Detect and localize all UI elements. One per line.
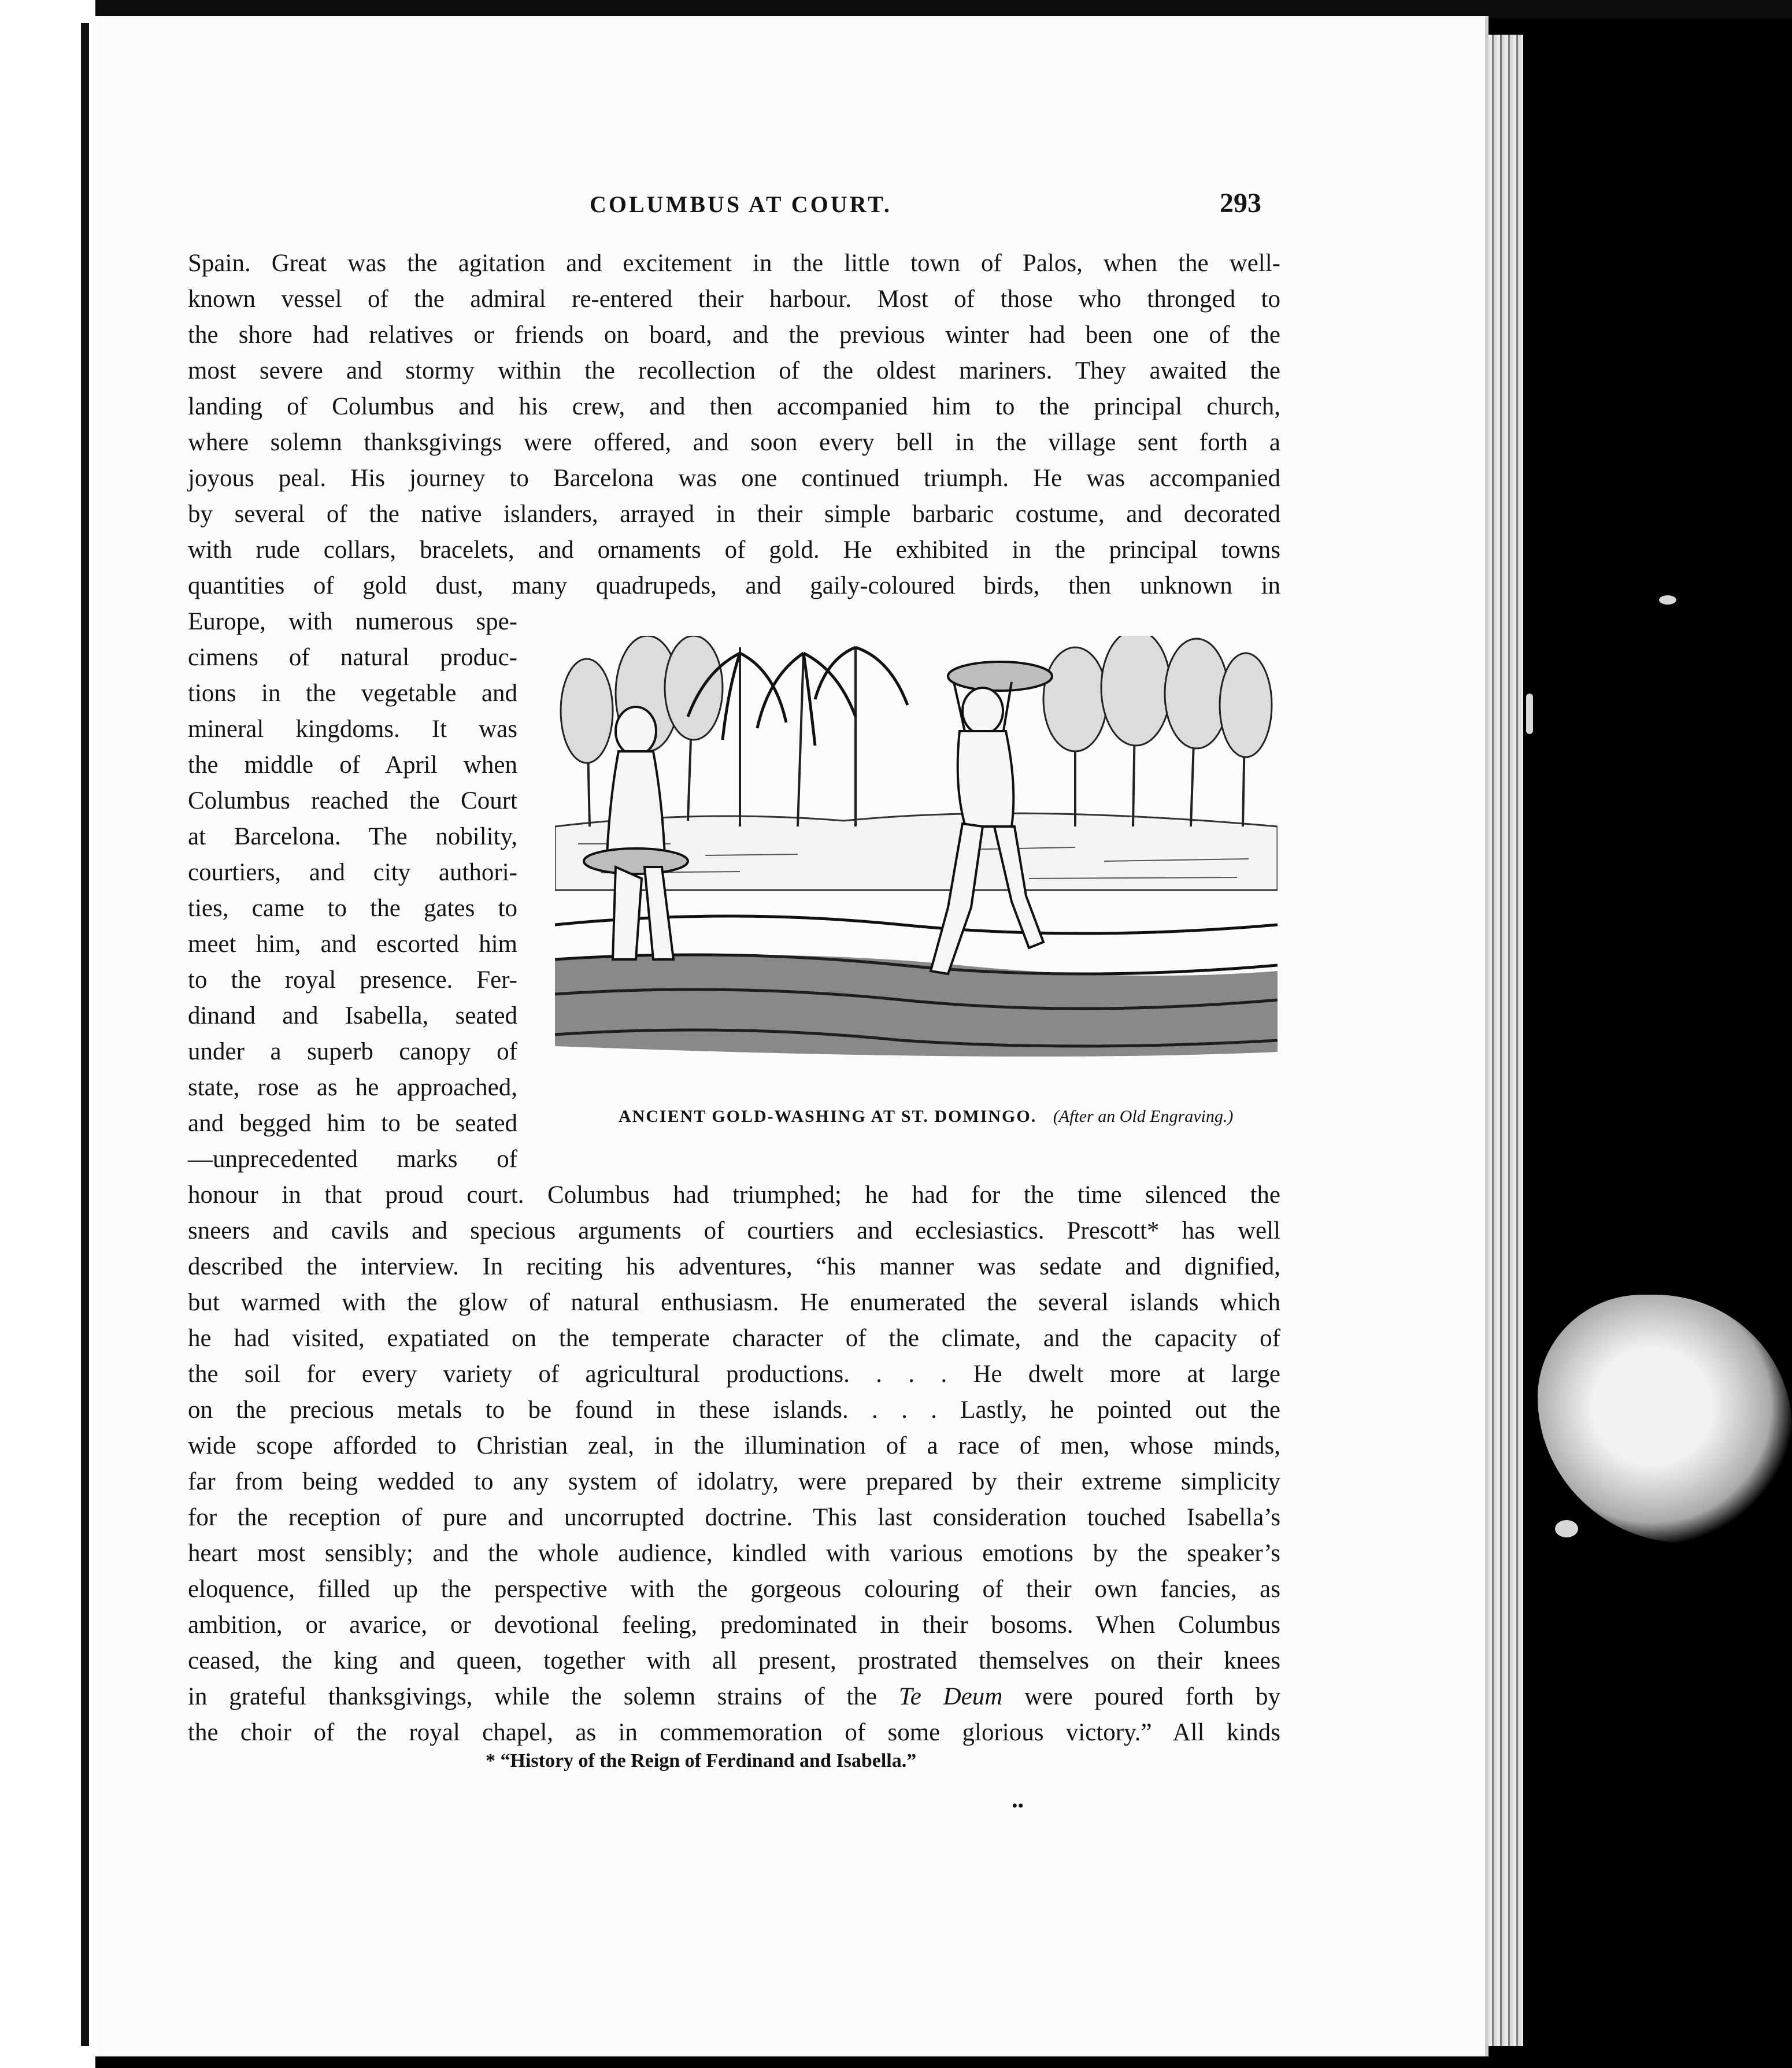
text-line: ambition, or avarice, or devotional feeling, predominated in their bosoms. When Columbus [188, 1611, 1280, 1639]
signature-mark: •• [1012, 1796, 1024, 1815]
text-line: by several of the native islanders, arrayed in their simple barbaric costume, and decorated [188, 501, 1280, 528]
text-line: the middle of April when [188, 751, 517, 779]
paper-stain [1538, 1295, 1792, 1543]
text-line: with rude collars, bracelets, and ornaments of gold. He exhibited in the principal towns [188, 536, 1280, 564]
text-line: honour in that proud court. Columbus had triumphed; he had for the time silenced the [188, 1181, 1280, 1209]
text-line: Spain. Great was the agitation and excitement in the little town of Palos, when the well- [188, 250, 1280, 277]
text-line: dinand and Isabella, seated [188, 1002, 517, 1029]
text-line: Columbus reached the Court [188, 787, 517, 814]
text-line: quantities of gold dust, many quadrupeds, and gaily-coloured birds, then unknown in [188, 572, 1280, 599]
speck [1555, 1520, 1578, 1537]
caption-source-note: (After an Old Engraving.) [1053, 1107, 1234, 1126]
text-line: eloquence, filled up the perspective with the gorgeous colouring of their own fancies, as [188, 1576, 1280, 1603]
text-line: to the royal presence. Fer- [188, 966, 517, 994]
text-line: at Barcelona. The nobility, [188, 823, 517, 850]
footnote: * “History of the Reign of Ferdinand and Isabella.” [486, 1750, 917, 1771]
caption-title: ANCIENT GOLD-WASHING AT ST. DOMINGO. [619, 1107, 1037, 1126]
text-line: —unprecedented marks of [188, 1146, 517, 1173]
chapter-title: COLUMBUS AT COURT. [590, 191, 892, 217]
text-line: but warmed with the glow of natural enthusiasm. He enumerated the several islands which [188, 1289, 1280, 1316]
text-line: he had visited, expatiated on the temperate character of the climate, and the capacity of [188, 1325, 1280, 1352]
page-number: 293 [1220, 188, 1261, 218]
text-line: described the interview. In reciting his adventures, “his manner was sedate and dignified, [188, 1253, 1280, 1280]
gutter-shadow [81, 23, 89, 2046]
text-line: under a superb canopy of [188, 1038, 517, 1065]
te-deum-italic: Te Deum [898, 1683, 1003, 1710]
text-line: wide scope afforded to Christian zeal, in the illumination of a race of men, whose minds, [188, 1432, 1280, 1459]
page-edges [1489, 35, 1523, 2046]
text-line: state, rose as he approached, [188, 1074, 517, 1101]
text-line: joyous peal. His journey to Barcelona was one continued triumph. He was accompanied [188, 465, 1280, 492]
text-line: for the reception of pure and uncorrupted doctrine. This last consideration touched Isabella’s [188, 1504, 1280, 1531]
text-line: ceased, the king and queen, together with all present, prostrated themselves on their knees [188, 1647, 1280, 1674]
text-line: the soil for every variety of agricultural productions. . . . He dwelt more at large [188, 1361, 1280, 1388]
text-line: known vessel of the admiral re-entered their harbour. Most of those who thronged to [188, 286, 1280, 313]
figure-caption [619, 1107, 1233, 1126]
text-line: far from being wedded to any system of idolatry, were prepared by their extreme simplicity [188, 1468, 1280, 1495]
text-line: meet him, and escorted him [188, 931, 517, 958]
text-segment: were poured forth by [1002, 1683, 1280, 1710]
engraving-illustration [555, 636, 1278, 1075]
speck [1659, 595, 1676, 605]
text-line: the choir of the royal chapel, as in commemoration of some glorious victory.” All kinds [188, 1719, 1280, 1746]
text-line: most severe and stormy within the recollection of the oldest mariners. They awaited the [188, 357, 1280, 384]
text-line: sneers and cavils and specious arguments of courtiers and ecclesiastics. Prescott* has well [188, 1217, 1280, 1244]
text-line: and begged him to be seated [188, 1110, 517, 1137]
text-line: heart most sensibly; and the whole audience, kindled with various emotions by the speaker’s [188, 1540, 1280, 1567]
text-line: Europe, with numerous spe- [188, 608, 517, 635]
text-line: the shore had relatives or friends on board, and the previous winter had been one of the [188, 321, 1280, 349]
text-line: ties, came to the gates to [188, 895, 517, 922]
text-segment: in grateful thanksgivings, while the solemn strains of the [188, 1683, 899, 1710]
text-line: where solemn thanksgivings were offered, and soon every bell in the village sent forth a [188, 429, 1280, 456]
text-line: mineral kingdoms. It was [188, 716, 517, 743]
text-line: cimens of natural produc- [188, 644, 517, 671]
text-line-te-deum [188, 1679, 1280, 1715]
text-line: on the precious metals to be found in these islands. . . . Lastly, he pointed out the [188, 1396, 1280, 1424]
running-head [95, 188, 1489, 225]
text-line: courtiers, and city authori- [188, 859, 517, 886]
text-line: tions in the vegetable and [188, 680, 517, 707]
speck [1526, 694, 1533, 734]
text-line: landing of Columbus and his crew, and then accompanied him to the principal church, [188, 393, 1280, 420]
